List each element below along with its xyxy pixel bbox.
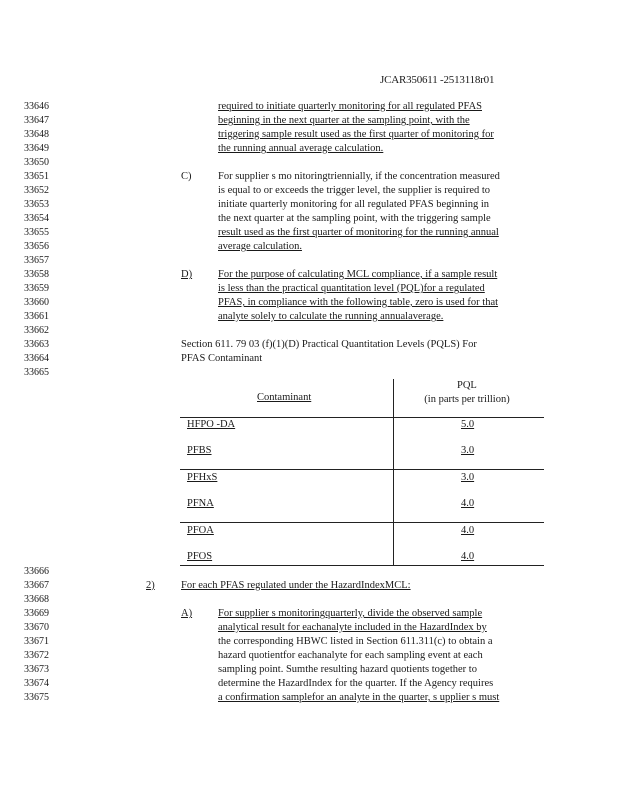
text-line: beginning in the next quarter at the sampling point, with the (218, 115, 470, 126)
text-line: For the purpose of calculating MCL compliance, if a sample result (218, 269, 498, 280)
text-line: result used as the first quarter of monitoring for the running annual (218, 227, 499, 238)
table-header-contaminant: Contaminant (257, 392, 312, 403)
item-label: D) (181, 269, 193, 280)
line-number: 33668 (24, 594, 49, 605)
line-number: 33669 (24, 608, 49, 619)
text-line: For each PFAS regulated under the HazardIndexMCL: (181, 580, 411, 591)
table-cell-contaminant: PFHxS (187, 472, 218, 483)
text-line: For supplier s monitoringquarterly, divide the observed sample (218, 608, 483, 619)
table-cell-contaminant: PFOA (187, 525, 214, 536)
line-number: 33652 (24, 185, 49, 196)
line-number: 33654 (24, 213, 49, 224)
table-cell-contaminant: PFNA (187, 498, 214, 509)
line-number: 33655 (24, 227, 49, 238)
text-line: a confirmation samplefor an analyte in the quarter, s upplier s must (218, 692, 500, 703)
text-line: hazard quotientfor eachanalyte for each sampling event at each (218, 650, 483, 661)
text-line: the running annual average calculation. (218, 143, 384, 154)
text-line: average calculation. (218, 241, 302, 252)
text-line: PFAS Contaminant (181, 353, 263, 364)
line-number: 33660 (24, 297, 49, 308)
item-label: A) (181, 608, 193, 619)
line-number: 33665 (24, 367, 49, 378)
text-line: PFAS, in compliance with the following table, zero is used for that (218, 297, 499, 308)
table-cell-contaminant: PFBS (187, 445, 212, 456)
pql-table (180, 379, 544, 566)
text-line: determine the HazardIndex for the quarter. If the Agency requires (218, 678, 494, 689)
line-number: 33658 (24, 269, 49, 280)
table-header-pql: PQL (457, 380, 477, 391)
line-number: 33671 (24, 636, 49, 647)
table-row-divider (180, 565, 544, 566)
table-cell-pql: 4.0 (461, 525, 475, 536)
document-id: JCAR350611 -2513118r01 (380, 74, 495, 86)
line-number: 33646 (24, 101, 49, 112)
text-line: is less than the practical quantitation level (PQL)for a regulated (218, 283, 485, 294)
table-header-pql-units: (in parts per trillion) (424, 394, 510, 405)
text-line: For supplier s mo nitoringtriennially, if the concentration measured (218, 171, 500, 182)
table-cell-pql: 5.0 (461, 419, 475, 430)
line-number: 33673 (24, 664, 49, 675)
text-line: required to initiate quarterly monitoring for all regulated PFAS (218, 101, 482, 112)
line-number: 33659 (24, 283, 49, 294)
text-line: is equal to or exceeds the trigger level, the supplier is required to (218, 185, 491, 196)
line-number: 33651 (24, 171, 49, 182)
line-number: 33663 (24, 339, 49, 350)
text-line: triggering sample result used as the first quarter of monitoring for (218, 129, 494, 140)
line-number: 33674 (24, 678, 49, 689)
line-number: 33662 (24, 325, 49, 336)
table-cell-contaminant: PFOS (187, 551, 213, 562)
table-cell-pql: 3.0 (461, 445, 475, 456)
line-number: 33661 (24, 311, 49, 322)
line-number: 33664 (24, 353, 49, 364)
table-column-divider (393, 379, 394, 566)
text-line: the next quarter at the sampling point, with the triggering sample (218, 213, 491, 224)
text-line: Section 611. 79 03 (f)(1)(D) Practical Quantitation Levels (PQLS) For (181, 339, 477, 350)
table-row-divider (180, 469, 544, 470)
item-label: 2) (146, 580, 155, 591)
table-cell-pql: 4.0 (461, 551, 475, 562)
text-line: sampling point. Sumthe resulting hazard quotients together to (218, 664, 477, 675)
line-number: 33670 (24, 622, 49, 633)
line-number: 33653 (24, 199, 49, 210)
line-number: 33667 (24, 580, 49, 591)
text-line: analytical result for eachanalyte included in the HazardIndex by (218, 622, 487, 633)
line-number: 33648 (24, 129, 49, 140)
line-number: 33666 (24, 566, 49, 577)
line-number: 33675 (24, 692, 49, 703)
line-number: 33657 (24, 255, 49, 266)
text-line: analyte solely to calculate the running annualaverage. (218, 311, 444, 322)
item-label: C) (181, 171, 192, 182)
line-number: 33650 (24, 157, 49, 168)
table-row-divider (180, 522, 544, 523)
line-number: 33656 (24, 241, 49, 252)
table-cell-contaminant: HFPO -DA (187, 419, 236, 430)
line-number: 33672 (24, 650, 49, 661)
line-number: 33647 (24, 115, 49, 126)
table-cell-pql: 4.0 (461, 498, 475, 509)
text-line: initiate quarterly monitoring for all regulated PFAS beginning in (218, 199, 490, 210)
table-cell-pql: 3.0 (461, 472, 475, 483)
line-number: 33649 (24, 143, 49, 154)
text-line: the corresponding HBWC listed in Section 611.311(c) to obtain a (218, 636, 493, 647)
